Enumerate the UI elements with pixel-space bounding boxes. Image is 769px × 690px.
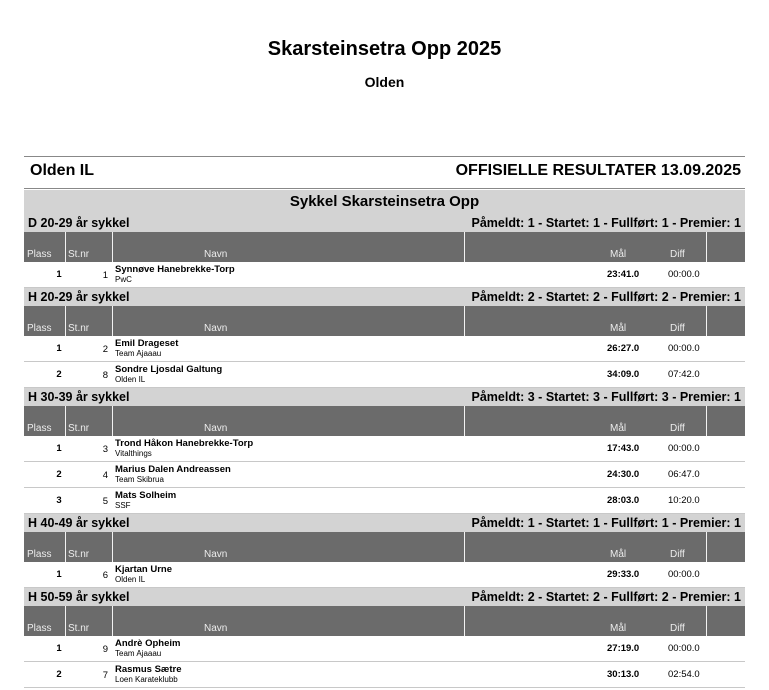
class-stats: Påmeldt: 2 - Startet: 2 - Fullført: 2 - Premier: 1 <box>471 590 741 604</box>
athlete-name: Kjartan Urne <box>115 564 173 575</box>
result-row <box>24 488 745 514</box>
time-diff: 00:00.0 <box>668 343 700 354</box>
finish-time: 34:09.0 <box>607 369 640 380</box>
column-header-row <box>24 406 745 436</box>
club-name: Loen Karateklubb <box>115 675 178 684</box>
col-header-navn: Navn <box>204 423 228 434</box>
start-number: 6 <box>102 570 108 581</box>
start-number: 2 <box>102 344 108 355</box>
club-name: PwC <box>115 275 132 284</box>
organizer-label: Olden IL <box>30 162 94 179</box>
column-divider <box>706 606 707 636</box>
class-stats: Påmeldt: 2 - Startet: 2 - Fullført: 2 - Premier: 1 <box>471 290 741 304</box>
placement: 1 <box>56 643 62 654</box>
class-name: H 30-39 år sykkel <box>28 390 130 404</box>
column-divider <box>464 532 465 562</box>
time-diff: 10:20.0 <box>668 495 700 506</box>
page-title: Skarsteinsetra Opp 2025 <box>267 38 502 60</box>
column-divider <box>706 406 707 436</box>
col-header-navn: Navn <box>204 623 228 634</box>
club-name: Vitalthings <box>115 449 152 458</box>
result-row <box>24 262 745 288</box>
club-name: Team Ajaaau <box>115 649 162 658</box>
athlete-name: Marius Dalen Andreassen <box>115 464 231 475</box>
col-header-stnr: St.nr <box>68 323 90 334</box>
event-title: Sykkel Skarsteinsetra Opp <box>24 190 745 214</box>
column-divider <box>112 532 113 562</box>
time-diff: 00:00.0 <box>668 269 700 280</box>
col-header-navn: Navn <box>204 549 228 560</box>
col-header-plass: Plass <box>27 549 52 560</box>
club-name: Team Ajaaau <box>115 349 162 358</box>
col-header-mal: Mål <box>610 549 627 560</box>
class-header <box>24 388 745 406</box>
results-header <box>30 162 741 182</box>
class-stats: Påmeldt: 1 - Startet: 1 - Fullført: 1 - Premier: 1 <box>471 216 741 230</box>
divider <box>24 156 745 157</box>
column-divider <box>65 406 66 436</box>
column-divider <box>112 306 113 336</box>
finish-time: 24:30.0 <box>607 469 640 480</box>
col-header-diff: Diff <box>670 423 685 434</box>
column-divider <box>706 306 707 336</box>
result-row <box>24 662 745 688</box>
class-name: D 20-29 år sykkel <box>28 216 130 230</box>
finish-time: 17:43.0 <box>607 443 640 454</box>
results-table <box>24 190 745 688</box>
placement: 2 <box>56 669 62 680</box>
column-divider <box>464 406 465 436</box>
col-header-mal: Mål <box>610 423 627 434</box>
results-heading: OFFISIELLE RESULTATER 13.09.2025 <box>455 162 741 179</box>
result-row <box>24 436 745 462</box>
column-divider <box>65 232 66 262</box>
time-diff: 02:54.0 <box>668 669 700 680</box>
col-header-mal: Mål <box>610 623 627 634</box>
divider <box>24 188 745 189</box>
column-divider <box>65 306 66 336</box>
class-stats: Påmeldt: 3 - Startet: 3 - Fullført: 3 - Premier: 1 <box>471 390 741 404</box>
placement: 1 <box>56 269 62 280</box>
club-name: SSF <box>115 501 131 510</box>
time-diff: 06:47.0 <box>668 469 700 480</box>
column-divider <box>112 232 113 262</box>
placement: 1 <box>56 569 62 580</box>
athlete-name: Sondre Ljosdal Galtung <box>115 364 223 375</box>
col-header-mal: Mål <box>610 249 627 260</box>
col-header-diff: Diff <box>670 249 685 260</box>
col-header-navn: Navn <box>204 323 228 334</box>
col-header-navn: Navn <box>204 249 228 260</box>
club-name: Olden IL <box>115 375 146 384</box>
start-number: 4 <box>102 470 108 481</box>
col-header-plass: Plass <box>27 423 52 434</box>
placement: 3 <box>56 495 62 506</box>
column-header-row <box>24 606 745 636</box>
column-divider <box>706 532 707 562</box>
col-header-plass: Plass <box>27 323 52 334</box>
col-header-plass: Plass <box>27 623 52 634</box>
column-divider <box>464 606 465 636</box>
result-row <box>24 336 745 362</box>
start-number: 9 <box>102 644 108 655</box>
col-header-stnr: St.nr <box>68 423 90 434</box>
start-number: 5 <box>102 496 108 507</box>
finish-time: 23:41.0 <box>607 269 640 280</box>
athlete-name: Andrè Opheim <box>115 638 181 649</box>
column-header-row <box>24 306 745 336</box>
athlete-name: Rasmus Sætre <box>115 664 182 675</box>
time-diff: 00:00.0 <box>668 643 700 654</box>
time-diff: 00:00.0 <box>668 443 700 454</box>
athlete-name: Synnøve Hanebrekke-Torp <box>115 264 235 275</box>
placement: 2 <box>56 369 62 380</box>
club-name: Team Skibrua <box>115 475 164 484</box>
result-row <box>24 462 745 488</box>
time-diff: 07:42.0 <box>668 369 700 380</box>
start-number: 7 <box>102 670 108 681</box>
placement: 2 <box>56 469 62 480</box>
column-divider <box>706 232 707 262</box>
finish-time: 27:19.0 <box>607 643 640 654</box>
col-header-stnr: St.nr <box>68 249 90 260</box>
column-divider <box>65 606 66 636</box>
finish-time: 28:03.0 <box>607 495 640 506</box>
column-divider <box>464 306 465 336</box>
col-header-diff: Diff <box>670 323 685 334</box>
finish-time: 30:13.0 <box>607 669 640 680</box>
col-header-plass: Plass <box>27 249 52 260</box>
start-number: 1 <box>102 270 108 281</box>
column-divider <box>65 532 66 562</box>
finish-time: 26:27.0 <box>607 343 640 354</box>
result-row <box>24 562 745 588</box>
placement: 1 <box>56 343 62 354</box>
col-header-diff: Diff <box>670 549 685 560</box>
class-header <box>24 514 745 532</box>
col-header-stnr: St.nr <box>68 623 90 634</box>
column-header-row <box>24 232 745 262</box>
club-name: Olden IL <box>115 575 146 584</box>
page-subtitle: Olden <box>364 74 405 90</box>
start-number: 8 <box>102 370 108 381</box>
class-header <box>24 214 745 232</box>
class-header <box>24 288 745 306</box>
athlete-name: Mats Solheim <box>115 490 177 501</box>
col-header-diff: Diff <box>670 623 685 634</box>
column-divider <box>112 406 113 436</box>
start-number: 3 <box>102 444 108 455</box>
column-divider <box>464 232 465 262</box>
placement: 1 <box>56 443 62 454</box>
result-row <box>24 636 745 662</box>
class-name: H 40-49 år sykkel <box>28 516 130 530</box>
class-stats: Påmeldt: 1 - Startet: 1 - Fullført: 1 - Premier: 1 <box>471 516 741 530</box>
col-header-mal: Mål <box>610 323 627 334</box>
column-divider <box>112 606 113 636</box>
athlete-name: Trond Håkon Hanebrekke-Torp <box>115 438 254 449</box>
class-name: H 20-29 år sykkel <box>28 290 130 304</box>
col-header-stnr: St.nr <box>68 549 90 560</box>
class-name: H 50-59 år sykkel <box>28 590 130 604</box>
athlete-name: Emil Drageset <box>115 338 179 349</box>
class-header <box>24 588 745 606</box>
time-diff: 00:00.0 <box>668 569 700 580</box>
finish-time: 29:33.0 <box>607 569 640 580</box>
result-row <box>24 362 745 388</box>
column-header-row <box>24 532 745 562</box>
